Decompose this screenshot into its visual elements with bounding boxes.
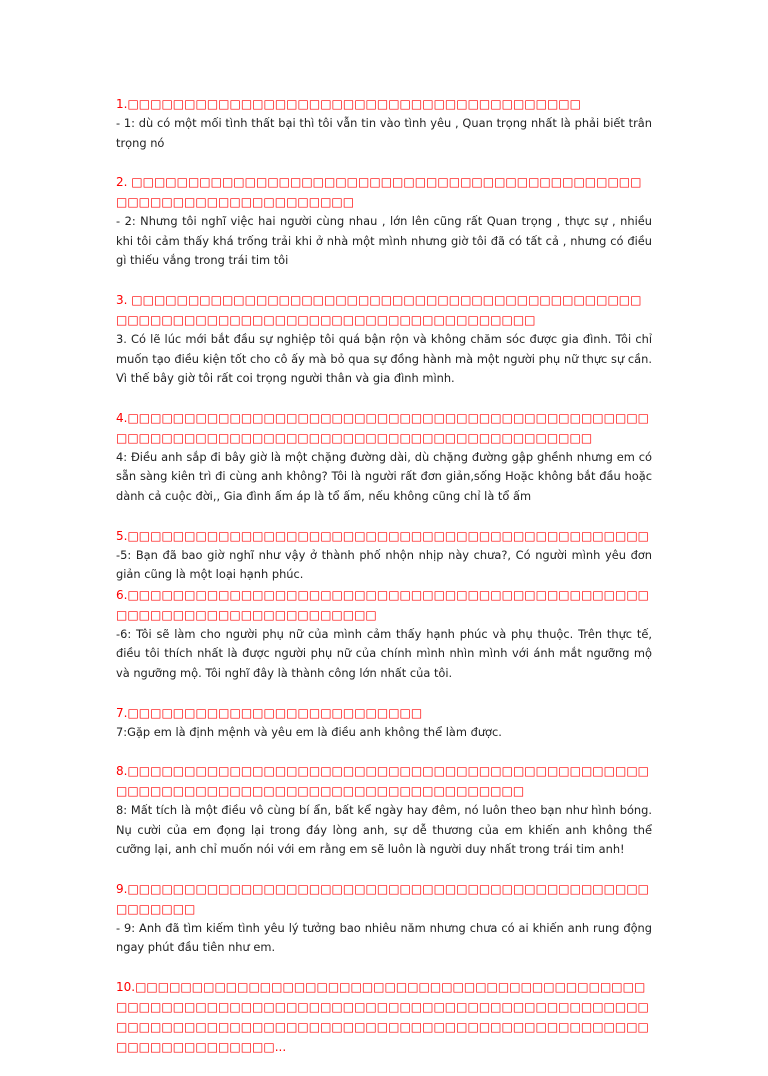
item-heading: 8.□□□□□□□□□□□□□□□□□□□□□□□□□□□□□□□□□□□□□□□□□□□□□□□□□□□□□□□□□□□□□□□□□□□□□□□□□□□□□□□□□□ bbox=[116, 764, 649, 799]
item-heading: 2. □□□□□□□□□□□□□□□□□□□□□□□□□□□□□□□□□□□□□□□□□□□□□□□□□□□□□□□□□□□□□□□□□□ bbox=[116, 175, 642, 210]
item-heading: 7.□□□□□□□□□□□□□□□□□□□□□□□□□□ bbox=[116, 705, 423, 720]
document-page bbox=[116, 94, 652, 1076]
list-item bbox=[116, 879, 652, 958]
item-body: - 2: Nhưng tôi nghĩ việc hai người cùng nhau , lớn lên cũng rất Quan trọng , thực sự , nhiều khi tôi cảm thấy khá trống trải khi ở nhà một mình nhưng giờ tôi đã có tất cả , nhưng có điều gì thiếu vắng trong trái tim tôi bbox=[116, 214, 652, 268]
item-body: 8: Mất tích là một điều vô cùng bí ẩn, bất kể ngày hay đêm, nó luôn theo bạn như hình bóng. Nụ cười của em đọng lại trong đáy lòng anh, sự dễ thương của em khiến anh không thể cưỡng lại, anh chỉ muốn nói với em rằng em sẽ luôn là người duy nhất trong trái tim anh! bbox=[116, 803, 652, 857]
list-item bbox=[116, 703, 652, 743]
item-heading: 5.□□□□□□□□□□□□□□□□□□□□□□□□□□□□□□□□□□□□□□□□□□□□□□ bbox=[116, 528, 649, 543]
item-heading: 3. □□□□□□□□□□□□□□□□□□□□□□□□□□□□□□□□□□□□□□□□□□□□□□□□□□□□□□□□□□□□□□□□□□□□□□□□□□□□□□□□□□ bbox=[116, 292, 642, 327]
list-item bbox=[116, 977, 652, 1057]
item-heading: 1.□□□□□□□□□□□□□□□□□□□□□□□□□□□□□□□□□□□□□□□□ bbox=[116, 97, 581, 111]
list-item bbox=[116, 408, 652, 507]
item-body: 7:Gặp em là định mệnh và yêu em là điều anh không thể làm được. bbox=[116, 724, 502, 739]
list-item bbox=[116, 585, 652, 684]
item-heading: 9.□□□□□□□□□□□□□□□□□□□□□□□□□□□□□□□□□□□□□□□□□□□□□□□□□□□□□ bbox=[116, 881, 649, 916]
item-heading: 6.□□□□□□□□□□□□□□□□□□□□□□□□□□□□□□□□□□□□□□□□□□□□□□□□□□□□□□□□□□□□□□□□□□□□□ bbox=[116, 587, 649, 622]
list-item bbox=[116, 290, 652, 389]
item-heading: 10.□□□□□□□□□□□□□□□□□□□□□□□□□□□□□□□□□□□□□□□□□□□□□□□□□□□□□□□□□□□□□□□□□□□□□□□□□□□□□□□□□□□□□□□□□□□□□□□□□□□□□□□□□□□□□□□□□□□□□□□□□□□□□□□□□□□□□□□□□□□□□□□□□□□□□□□□□... bbox=[116, 980, 649, 1055]
list-item bbox=[116, 526, 652, 585]
list-item bbox=[116, 172, 652, 271]
list-item bbox=[116, 94, 652, 153]
item-body: -5: Bạn đã bao giờ nghĩ như vậy ở thành phố nhộn nhịp này chưa?, Có người mình yêu đơn giản cũng là một loại hạnh phúc. bbox=[116, 547, 652, 582]
item-heading: 4.□□□□□□□□□□□□□□□□□□□□□□□□□□□□□□□□□□□□□□□□□□□□□□□□□□□□□□□□□□□□□□□□□□□□□□□□□□□□□□□□□□□□□□□□ bbox=[116, 410, 649, 445]
item-body: -6: Tôi sẽ làm cho người phụ nữ của mình cảm thấy hạnh phúc và phụ thuộc. Trên thực tế, điều tôi thích nhất là được người phụ nữ của chính mình nhìn mình với ánh mắt ngưỡng mộ và ngưỡng mộ. Tôi nghĩ đây là thành công lớn nhất của tôi. bbox=[116, 626, 652, 680]
item-body: - 9: Anh đã tìm kiếm tình yêu lý tưởng bao nhiêu năm nhưng chưa có ai khiến anh rung động ngay phút đầu tiên như em. bbox=[116, 920, 652, 955]
item-body: - 1: dù có một mối tình thất bại thì tôi vẫn tin vào tình yêu , Quan trọng nhất là phải biết trân trọng nó bbox=[116, 116, 652, 150]
item-body: 3. Có lẽ lúc mới bắt đầu sự nghiệp tôi quá bận rộn và không chăm sóc được gia đình. Tôi chỉ muốn tạo điều kiện tốt cho cô ấy mà bỏ qua sự đồng hành mà một người phụ nữ thực sự cần. Vì thế bây giờ tôi rất coi trọng người thân và gia đình mình. bbox=[116, 331, 652, 386]
list-item bbox=[116, 761, 652, 860]
item-body: 4: Điều anh sắp đi bây giờ là một chặng đường dài, dù chặng đường gập ghềnh nhưng em có sẵn sàng kiên trì đi cùng anh không? Tôi là người rất đơn giản,sống Hoặc không bắt đầu hoặc dành cả cuộc đời,, Gia đình ấm áp là tổ ấm, nếu không cũng chỉ là tổ ấm bbox=[116, 449, 652, 503]
